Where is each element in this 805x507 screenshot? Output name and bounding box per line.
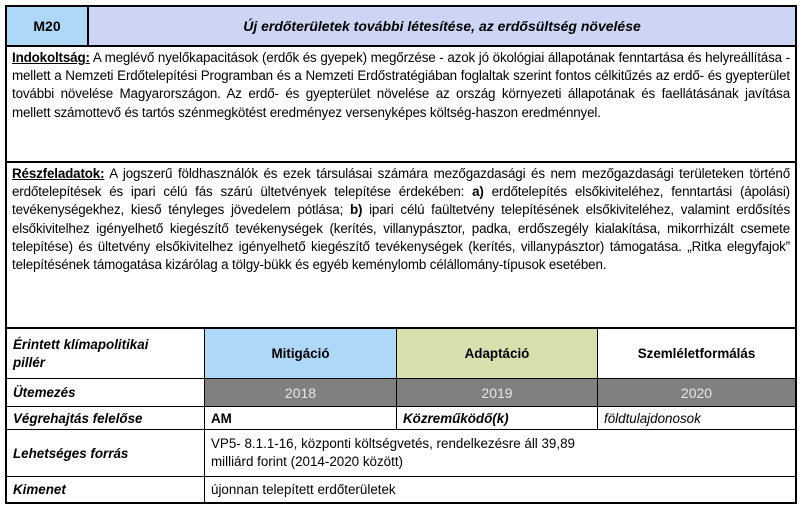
measure-title: Új erdőterületek további létesítése, az erdősültség növelése <box>89 7 795 47</box>
schedule-label: Ütemezés <box>7 379 205 407</box>
responsible-value: AM <box>205 407 397 430</box>
subtasks-section <box>7 163 795 329</box>
subtasks-text-3: ipari célú faültetvény telepítésének elsőkiviteléhez, valamint erdősítés elsőkivitelhez igényelhető kiegészítő tevékenységek (kerítés, villanypásztor, padka, erdőszegély kialakítása, mikorrhizált csemete telepítése) és ültetvény elsőkivitelhez igényelhető kiegészítő tevékenységek (kerítés, villanypásztor) támogatása. „Ritka elegyfajok” telepítésének támogatása kizárólag a tölgy-bükk és egyéb keménylomb célállomány-típusok esetében. <box>12 202 790 273</box>
schedule-year-2019: 2019 <box>397 379 598 407</box>
output-value: újonnan telepített erdőterületek <box>211 482 396 497</box>
subtasks-text-1: A jogszerű földhasználók és ezek társulásai számára mezőgazdasági és nem mezőgazdasági területeken történő erdőtelepítések és ipari célú fás szárú ültetvények telepítése érdekében: <box>12 166 790 200</box>
justification-text: A meglévő nyelőkapacitások (erdők és gyepek) megőrzése - azok jó ökológiai állapotának fenntartása és helyreállítása - mellett a Nemzeti Erdőtelepítési Programban és a Nemzeti Erdőstratégiában foglaltak szerint fontos célkitűzés az erdő- és gyepterület további növelése Magyarországon. Az erdő- és gyepterület növelése az ország környezeti állapotának és faellátásának javítása mellett számottevő és tartós szénmegkötést eredményez versenyképes költség-haszon eredménnyel. <box>12 50 790 120</box>
pillar-mitigation: Mitigáció <box>205 329 397 379</box>
subtasks-text-2: erdőtelepítés elsőkiviteléhez, fenntartási (ápolási) tevékenységekhez, kieső tényleges jövedelem pótlása; <box>12 184 790 218</box>
responsible-label: Végrehajtás felelőse <box>7 407 205 430</box>
justification-section <box>7 47 795 163</box>
measure-code: M20 <box>7 7 89 47</box>
source-line-1: VP5- 8.1.1-16, központi költségvetés, rendelkezésre áll 39,89 <box>211 436 575 451</box>
pillar-label: Érintett klímapolitikai pillér <box>7 329 205 379</box>
schedule-year-2020: 2020 <box>598 379 795 407</box>
subtasks-label: Részfeladatok: <box>12 166 105 181</box>
partners-value: földtulajdonosok <box>598 407 795 430</box>
partners-label: Közreműködő(k) <box>397 407 598 430</box>
subtask-marker-b: b) <box>349 202 363 218</box>
source-line-2: milliárd forint (2014-2020 között) <box>211 454 404 469</box>
justification-label: Indokoltság: <box>12 50 90 65</box>
output-label: Kimenet <box>7 477 205 502</box>
pillar-awareness: Szemléletformálás <box>598 329 795 379</box>
measure-card <box>5 5 797 504</box>
pillar-adaptation: Adaptáció <box>397 329 598 379</box>
schedule-year-2018: 2018 <box>205 379 397 407</box>
source-value <box>205 430 795 477</box>
source-label: Lehetséges forrás <box>7 430 205 477</box>
subtask-marker-a: a) <box>472 184 484 200</box>
